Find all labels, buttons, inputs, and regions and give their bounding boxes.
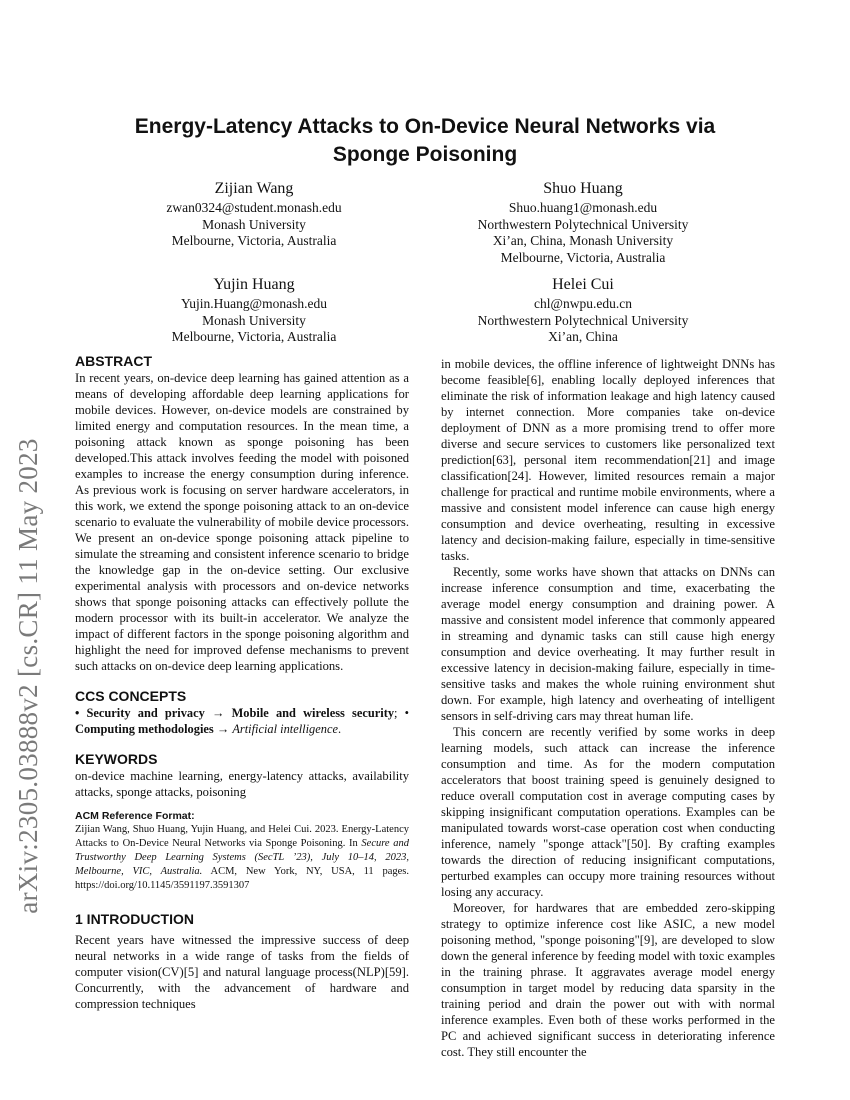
author-affiliation: Northwestern Polytechnical University: [477, 216, 689, 232]
right-column: [441, 356, 775, 1060]
acm-reference-heading: ACM Reference Format:: [75, 810, 195, 822]
author-email: chl@nwpu.edu.cn: [534, 296, 632, 311]
author-name: Shuo Huang: [543, 180, 623, 197]
ccs-heading: CCS CONCEPTS: [75, 688, 187, 704]
title-line-1: Energy-Latency Attacks to On-Device Neural Networks via: [134, 115, 716, 138]
ccs-text: • Security and privacy → Mobile and wireless security; • Computing methodologies → Artificial intelligence.: [75, 706, 409, 736]
arxiv-identifier: arXiv:2305.03888v2 [cs.CR] 11 May 2023: [12, 438, 43, 914]
body-paragraph: Moreover, for hardwares that are embedded zero-skipping strategy to optimize inference cost like ASIC, a new model poisoning method, "sponge poisoning"[9], are developed to slow down the general inference by feeding model with toxic examples in the training phrase. It aggravates average model energy consumption in target model by reducing data sparsity in the training period and drain the power out with with normal inference examples. Even both of these works performed in the PC and achieved significant success in deteriorating inference cost. They still encounter the: [441, 901, 775, 1059]
author-name: Yujin Huang: [213, 276, 295, 293]
author-block-2: [418, 178, 748, 266]
author-email: Shuo.huang1@monash.edu: [508, 200, 658, 215]
author-location: Xi’an, China, Monash University: [492, 233, 674, 248]
keywords-text: on-device machine learning, energy-latency attacks, availability attacks, sponge attacks, poisoning: [75, 769, 409, 799]
left-column: [75, 352, 409, 1012]
body-paragraph: This concern are recently verified by some works in deep learning models, such attack can increase the inference consumption and time. As for the modern computation accelerators that boost training speed is genuinely designed to reduce overall computation cost in average computing cases by skipping insignificant computation operations. Examples can be manipulated towards worst-case operation cost when conducting inference, namely "sponge attack"[50]. By crafting examples towards the direction of reducing insignificant computations, perturbed examples can occupy more training resources without losing any accuracy.: [441, 725, 775, 899]
author-block-3: [89, 274, 419, 346]
author-name: Zijian Wang: [214, 180, 294, 197]
author-affiliation: Monash University: [202, 216, 306, 232]
author-affiliation: Monash University: [202, 312, 306, 328]
author-location: Melbourne, Victoria, Australia: [171, 329, 337, 344]
author-affiliation: Northwestern Polytechnical University: [477, 312, 689, 328]
author-location: Xi’an, China: [548, 329, 618, 344]
author-location: Melbourne, Victoria, Australia: [171, 233, 337, 248]
author-block-4: [418, 274, 748, 346]
paper-title: [75, 113, 775, 169]
title-line-2: Sponge Poisoning: [332, 143, 518, 166]
author-email: zwan0324@student.monash.edu: [166, 200, 342, 215]
introduction-heading: 1 INTRODUCTION: [75, 911, 194, 927]
acm-reference-text: Zijian Wang, Shuo Huang, Yujin Huang, and Helei Cui. 2023. Energy-Latency Attacks to On-Device Neural Networks via Sponge Poisoning. In Secure and Trustworthy Deep Learning Systems (SecTL ’23), July 10–14, 2023, Melbourne, VIC, Australia. ACM, New York, NY, USA, 11 pages. https://doi.org/10.1145/3591197.3591307: [75, 824, 409, 891]
author-block-1: [89, 178, 419, 250]
author-name: Helei Cui: [552, 276, 614, 293]
body-paragraph: in mobile devices, the offline inference of lightweight DNNs has become feasible[6], enabling locally deployed inferences that eliminate the risk of information leakage and high latency caused by internet connection. More companies take on-device deployment of DNN as a more promising trend to offer more diverse and secure services to customers like personalized text prediction[63], personal item recommendation[21] and image classification[24]. However, limited resources remain a major challenge for practical and runtime mobile environments, where a massive and consistent model inference can cause high energy consumption and device overheating, resulting in excessive latency and decision-making failure, especially in time-sensitive tasks.: [441, 357, 775, 563]
introduction-text: Recent years have witnessed the impressive success of deep neural networks in a wide range of tasks from the fields of computer vision(CV)[5] and natural language process(NLP)[59]. Concurrently, with the advancement of hardware and compression techniques: [75, 933, 409, 1011]
author-location-2: Melbourne, Victoria, Australia: [500, 249, 666, 265]
author-email: Yujin.Huang@monash.edu: [181, 296, 327, 311]
abstract-heading: ABSTRACT: [75, 353, 152, 369]
keywords-heading: KEYWORDS: [75, 751, 158, 767]
body-paragraph: Recently, some works have shown that attacks on DNNs can increase inference consumption and time, exacerbating the average model energy consumption and draining power. A massive and consistent model inference that commonly appeared in streaming and dynamic tasks can still cause high energy consumption and device overheating. It may further result in excessive latency in decision-making failure, especially in time-sensitive tasks and makes the whole ruining environment shut down. For example, high latency and overheating of intelligent sensors in self-driving cars may threat human life.: [441, 565, 775, 723]
abstract-text: In recent years, on-device deep learning has gained attention as a means of developing affordable deep learning applications for mobile devices. However, on-device models are constrained by limited energy and computation resources. In the mean time, a poisoning attack known as sponge poisoning has been developed.This attack involves feeding the model with poisoned examples to increase the energy consumption during inference. As previous work is focusing on server hardware accelerators, in this work, we extend the sponge poisoning attack to an on-device scenario to evaluate the vulnerability of mobile device processors. We present an on-device sponge poisoning attack pipeline to simulate the streaming and consistent inference scenario to bridge the knowledge gap in the on-device setting. Our exclusive experimental analysis with processors and on-device networks shows that sponge poisoning attacks can effectively pollute the modern processor with its built-in accelerator. We analyze the impact of different factors in the sponge poisoning algorithm and highlight the need for improved defense mechanisms to prevent such attacks on on-device deep learning applications.: [75, 371, 409, 673]
